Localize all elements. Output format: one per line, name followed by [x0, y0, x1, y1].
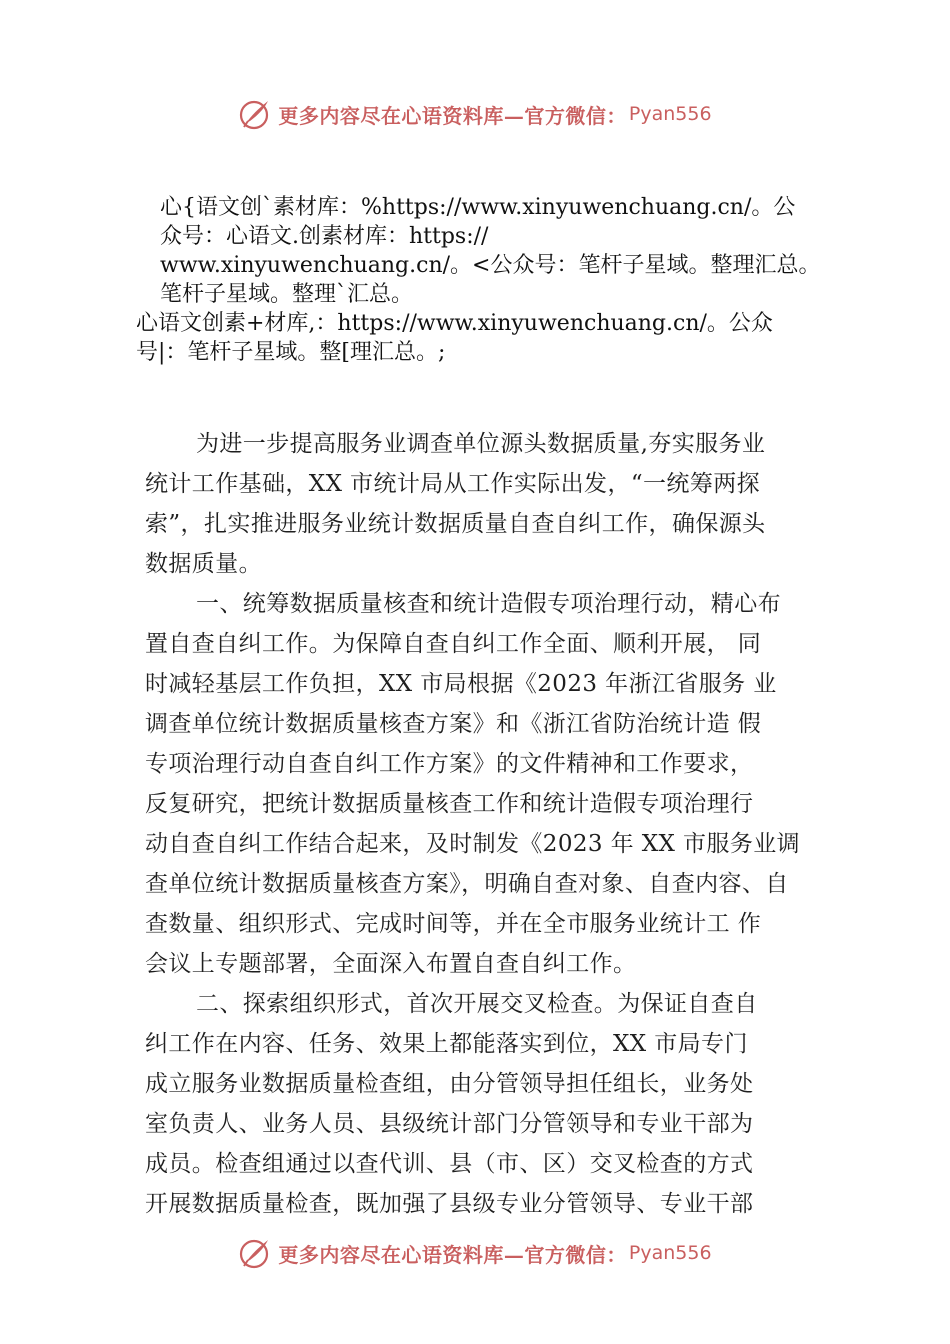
body-line: 室负责人、业务人员、县级统计部门分管领导和专业干部为: [145, 1111, 754, 1137]
body-line: 成立服务业数据质量检查组，由分管领导担任组长，业务处: [145, 1071, 754, 1097]
body-line: 调查单位统计数据质量核查方案》和《浙江省防治统计造 假: [145, 711, 762, 737]
quill-logo-icon: [238, 1236, 272, 1270]
watermark-line: 心{语文创`素材库：%https://www.xinyuwenchuang.cn/。公: [160, 195, 796, 220]
body-line: 专项治理行动自查自纠工作方案》的文件精神和工作要求，: [145, 751, 754, 777]
body-line: 查数量、组织形式、完成时间等，并在全市服务业统计工 作: [145, 911, 762, 937]
footer-wechat-id: Pyan556: [628, 1242, 712, 1264]
body-line: 为进一步提高服务业调查单位源头数据质量,夯实服务业: [196, 431, 766, 457]
body-line: 开展数据质量检查，既加强了县级专业分管领导、专业干部: [145, 1191, 754, 1217]
body-line: 二、探索组织形式，首次开展交叉检查。为保证自查自: [196, 991, 758, 1017]
body-line: 动自查自纠工作结合起来，及时制发《2023 年 XX 市服务业调: [145, 831, 801, 857]
body-line: 索”，扎实推进服务业统计数据质量自查自纠工作，确保源头: [145, 511, 766, 537]
footer-banner-text: 更多内容尽在心语资料库—官方微信：: [278, 1242, 627, 1267]
watermark-line: 号|：笔杆子星域。整[理汇总。;: [136, 340, 446, 365]
body-line: 查单位统计数据质量核查方案》，明确自查对象、自查内容、自: [145, 871, 789, 897]
watermark-line: 笔杆子星域。整理`汇总。: [160, 282, 414, 307]
watermark-line: 心语文创素+材库,：https://www.xinyuwenchuang.cn/。公众: [136, 311, 773, 336]
body-line: 时减轻基层工作负担，XX 市局根据《2023 年浙江省服务 业: [145, 671, 777, 697]
body-line: 一、统筹数据质量核查和统计造假专项治理行动，精心布: [196, 591, 781, 617]
body-line: 置自查自纠工作。为保障自查自纠工作全面、顺利开展， 同: [145, 631, 762, 657]
watermark-line: 众号：心语文.创素材库：https://: [160, 224, 489, 249]
watermark-line: www.xinyuwenchuang.cn/。<公众号：笔杆子星域。整理汇总。: [160, 253, 821, 278]
footer-banner: [0, 1233, 950, 1273]
header-wechat-id: Pyan556: [628, 103, 712, 125]
header-banner-text: 更多内容尽在心语资料库—官方微信：: [278, 103, 627, 128]
header-banner: [0, 94, 950, 134]
body-line: 会议上专题部署，全面深入布置自查自纠工作。: [145, 951, 637, 977]
quill-logo-icon: [238, 97, 272, 131]
body-line: 纠工作在内容、任务、效果上都能落实到位，XX 市局专门: [145, 1031, 748, 1057]
body-line: 数据质量。: [145, 551, 262, 577]
body-line: 反复研究，把统计数据质量核查工作和统计造假专项治理行: [145, 791, 754, 817]
body-line: 统计工作基础，XX 市统计局从工作实际出发，“一统筹两探: [145, 471, 761, 497]
body-line: 成员。检查组通过以查代训、县（市、区）交叉检查的方式: [145, 1151, 754, 1177]
